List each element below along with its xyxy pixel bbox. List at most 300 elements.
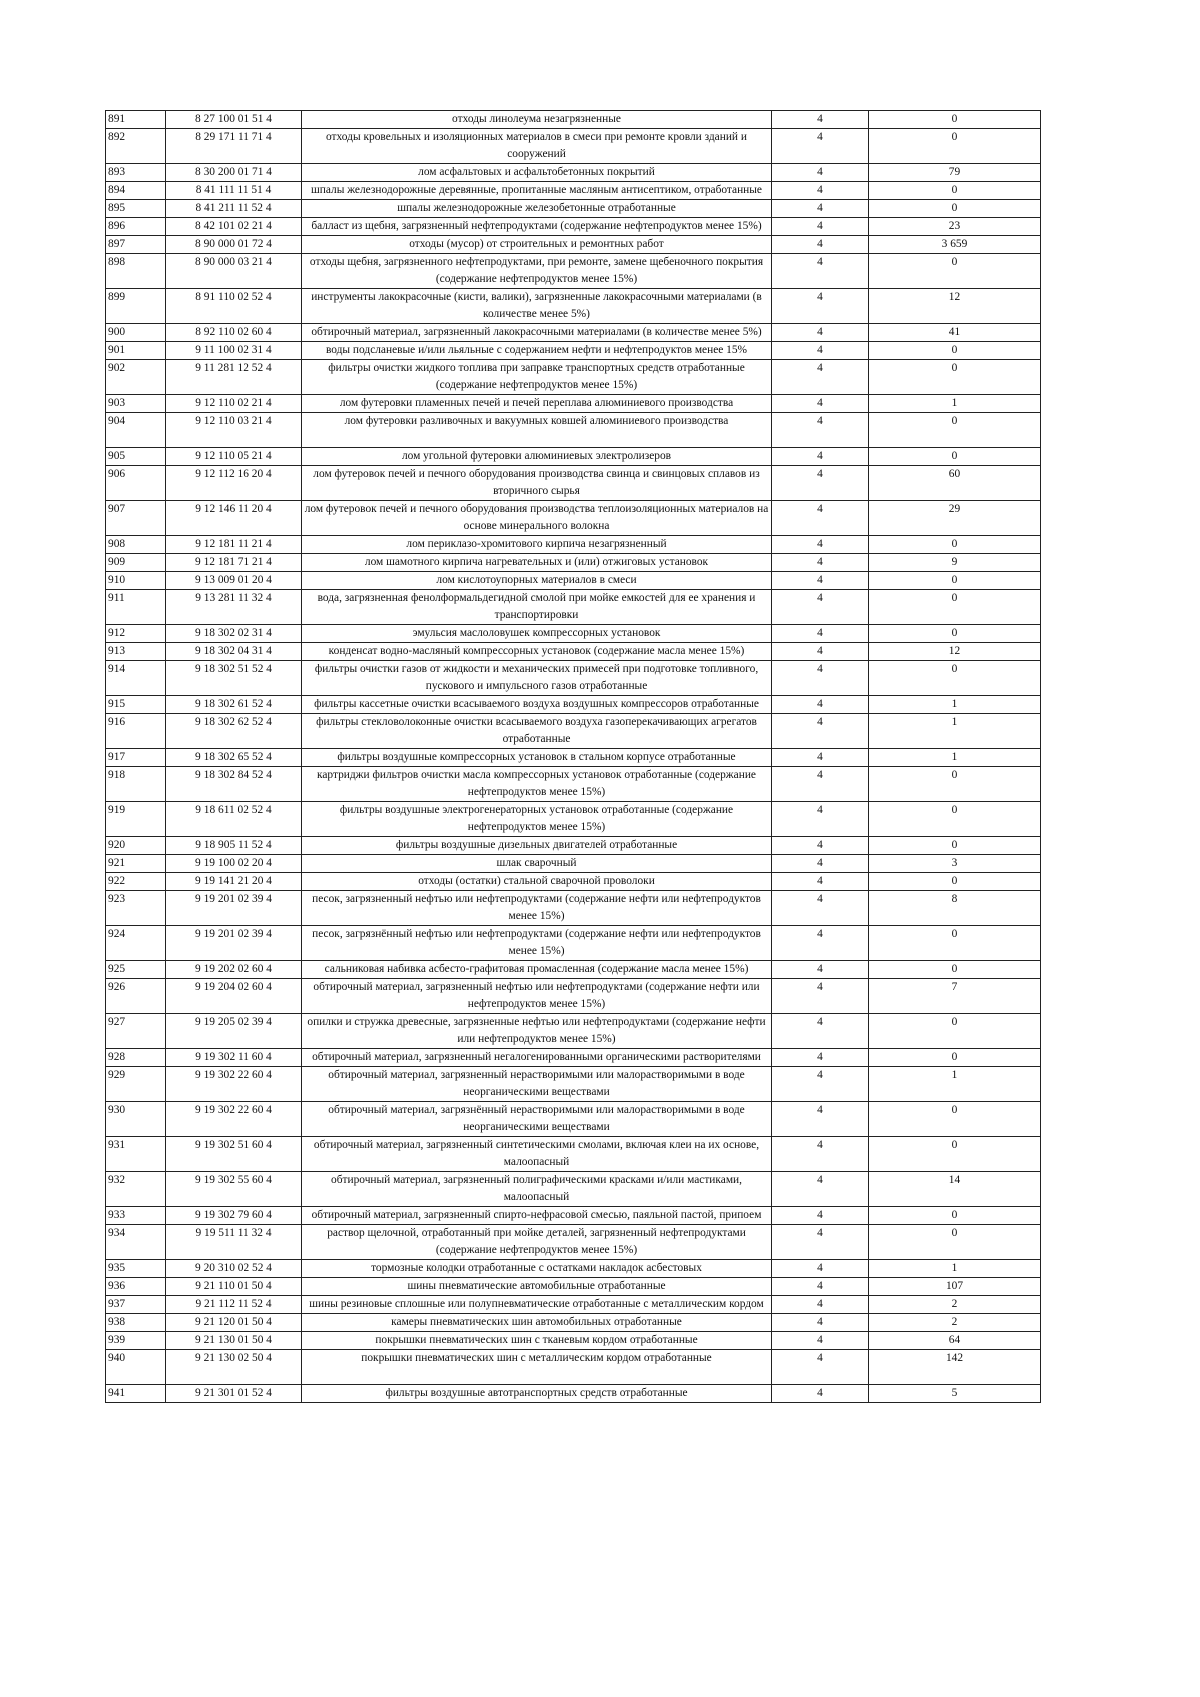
fkko-code-cell: 9 18 302 04 31 4 [166,643,302,661]
fkko-code-cell: 9 18 302 65 52 4 [166,749,302,767]
fkko-code-cell: 9 19 100 02 20 4 [166,855,302,873]
row-number-cell: 908 [106,536,166,554]
row-number-cell: 916 [106,714,166,749]
quantity-cell: 8 [869,891,1041,926]
table-row [106,1137,1041,1172]
row-number-cell: 891 [106,111,166,129]
hazard-class-cell: 4 [772,625,869,643]
fkko-code-cell: 9 21 130 01 50 4 [166,1332,302,1350]
hazard-class-cell: 4 [772,1350,869,1385]
row-number-cell: 930 [106,1102,166,1137]
table-row [106,413,1041,448]
waste-name-cell: обтирочный материал, загрязненный синтетическими смолами, включая клеи на их основе, малоопасный [302,1137,772,1172]
row-number-cell: 922 [106,873,166,891]
quantity-cell: 0 [869,413,1041,448]
quantity-cell: 12 [869,643,1041,661]
fkko-code-cell: 9 21 112 11 52 4 [166,1296,302,1314]
waste-name-cell: лом периклазо-хромитового кирпича незагрязненный [302,536,772,554]
table-row [106,749,1041,767]
table-row [106,891,1041,926]
hazard-class-cell: 4 [772,360,869,395]
row-number-cell: 905 [106,448,166,466]
waste-name-cell: фильтры стекловолоконные очистки всасываемого воздуха газоперекачивающих агрегатов отработанные [302,714,772,749]
hazard-class-cell: 4 [772,554,869,572]
row-number-cell: 902 [106,360,166,395]
quantity-cell: 0 [869,111,1041,129]
waste-name-cell: фильтры воздушные автотранспортных средств отработанные [302,1385,772,1403]
waste-name-cell: сальниковая набивка асбесто-графитовая промасленная (содержание масла менее 15%) [302,961,772,979]
quantity-cell: 0 [869,661,1041,696]
fkko-code-cell: 9 19 202 02 60 4 [166,961,302,979]
waste-name-cell: фильтры воздушные компрессорных установок в стальном корпусе отработанные [302,749,772,767]
quantity-cell: 1 [869,1260,1041,1278]
quantity-cell: 23 [869,218,1041,236]
fkko-code-cell: 8 92 110 02 60 4 [166,324,302,342]
table-row [106,714,1041,749]
row-number-cell: 904 [106,413,166,448]
hazard-class-cell: 4 [772,714,869,749]
quantity-cell: 0 [869,1225,1041,1260]
fkko-code-cell: 8 30 200 01 71 4 [166,164,302,182]
row-number-cell: 935 [106,1260,166,1278]
quantity-cell: 0 [869,1102,1041,1137]
row-number-cell: 931 [106,1137,166,1172]
row-number-cell: 920 [106,837,166,855]
row-number-cell: 892 [106,129,166,164]
waste-name-cell: обтирочный материал, загрязненный нефтью или нефтепродуктами (содержание нефти или нефтепродуктов менее 15%) [302,979,772,1014]
waste-name-cell: лом угольной футеровки алюминиевых электролизеров [302,448,772,466]
waste-name-cell: лом асфальтовых и асфальтобетонных покрытий [302,164,772,182]
hazard-class-cell: 4 [772,324,869,342]
quantity-cell: 1 [869,714,1041,749]
table-row [106,254,1041,289]
quantity-cell: 0 [869,590,1041,625]
waste-name-cell: покрышки пневматических шин с металлическим кордом отработанные [302,1350,772,1385]
waste-name-cell: лом футеровок печей и печного оборудования производства теплоизоляционных материалов на основе минерального волокна [302,501,772,536]
table-row [106,536,1041,554]
waste-name-cell: покрышки пневматических шин с тканевым кордом отработанные [302,1332,772,1350]
hazard-class-cell: 4 [772,395,869,413]
waste-name-cell: воды подсланевые и/или льяльные с содержанием нефти и нефтепродуктов менее 15% [302,342,772,360]
row-number-cell: 923 [106,891,166,926]
quantity-cell: 14 [869,1172,1041,1207]
quantity-cell: 0 [869,802,1041,837]
row-number-cell: 903 [106,395,166,413]
waste-name-cell: шины пневматические автомобильные отработанные [302,1278,772,1296]
hazard-class-cell: 4 [772,802,869,837]
row-number-cell: 910 [106,572,166,590]
fkko-code-cell: 9 19 302 51 60 4 [166,1137,302,1172]
waste-name-cell: лом шамотного кирпича нагревательных и (или) отжиговых установок [302,554,772,572]
hazard-class-cell: 4 [772,661,869,696]
hazard-class-cell: 4 [772,111,869,129]
hazard-class-cell: 4 [772,590,869,625]
table-row [106,696,1041,714]
hazard-class-cell: 4 [772,926,869,961]
hazard-class-cell: 4 [772,1049,869,1067]
hazard-class-cell: 4 [772,1137,869,1172]
fkko-code-cell: 9 21 130 02 50 4 [166,1350,302,1385]
waste-name-cell: лом футеровок печей и печного оборудования производства свинца и свинцовых сплавов из вторичного сырья [302,466,772,501]
waste-name-cell: фильтры очистки газов от жидкости и механических примесей при подготовке топливного, пускового и импульсного газов отработанные [302,661,772,696]
fkko-code-cell: 9 19 201 02 39 4 [166,926,302,961]
quantity-cell: 1 [869,1067,1041,1102]
hazard-class-cell: 4 [772,200,869,218]
waste-name-cell: инструменты лакокрасочные (кисти, валики), загрязненные лакокрасочными материалами (в количестве менее 5%) [302,289,772,324]
row-number-cell: 912 [106,625,166,643]
table-row [106,1207,1041,1225]
quantity-cell: 64 [869,1332,1041,1350]
hazard-class-cell: 4 [772,413,869,448]
quantity-cell: 0 [869,536,1041,554]
table-row [106,111,1041,129]
fkko-code-cell: 8 27 100 01 51 4 [166,111,302,129]
fkko-code-cell: 9 18 302 84 52 4 [166,767,302,802]
hazard-class-cell: 4 [772,289,869,324]
fkko-code-cell: 9 20 310 02 52 4 [166,1260,302,1278]
quantity-cell: 0 [869,625,1041,643]
quantity-cell: 29 [869,501,1041,536]
waste-name-cell: вода, загрязненная фенолформальдегидной смолой при мойке емкостей для ее хранения и транспортировки [302,590,772,625]
fkko-code-cell: 9 19 205 02 39 4 [166,1014,302,1049]
quantity-cell: 2 [869,1314,1041,1332]
fkko-code-cell: 9 18 302 51 52 4 [166,661,302,696]
fkko-code-cell: 8 90 000 01 72 4 [166,236,302,254]
row-number-cell: 901 [106,342,166,360]
waste-name-cell: обтирочный материал, загрязнённый нерастворимыми или малорастворимыми в воде неорганическими веществами [302,1102,772,1137]
table-row [106,466,1041,501]
fkko-code-cell: 9 12 181 11 21 4 [166,536,302,554]
fkko-code-cell: 8 91 110 02 52 4 [166,289,302,324]
waste-table [105,110,1041,1403]
fkko-code-cell: 9 12 146 11 20 4 [166,501,302,536]
fkko-code-cell: 8 41 111 11 51 4 [166,182,302,200]
row-number-cell: 896 [106,218,166,236]
table-row [106,1332,1041,1350]
row-number-cell: 898 [106,254,166,289]
waste-name-cell: отходы (остатки) стальной сварочной проволоки [302,873,772,891]
table-row [106,164,1041,182]
fkko-code-cell: 9 13 281 11 32 4 [166,590,302,625]
row-number-cell: 909 [106,554,166,572]
waste-name-cell: лом футеровки разливочных и вакуумных ковшей алюминиевого производства [302,413,772,448]
table-row [106,1102,1041,1137]
row-number-cell: 894 [106,182,166,200]
hazard-class-cell: 4 [772,1067,869,1102]
fkko-code-cell: 9 19 302 55 60 4 [166,1172,302,1207]
quantity-cell: 0 [869,448,1041,466]
waste-name-cell: раствор щелочной, отработанный при мойке деталей, загрязненный нефтепродуктами (содержание нефтепродуктов менее 15%) [302,1225,772,1260]
fkko-code-cell: 9 12 110 05 21 4 [166,448,302,466]
quantity-cell: 0 [869,182,1041,200]
waste-name-cell: конденсат водно-масляный компрессорных установок (содержание масла менее 15%) [302,643,772,661]
waste-name-cell: балласт из щебня, загрязненный нефтепродуктами (содержание нефтепродуктов менее 15%) [302,218,772,236]
waste-name-cell: лом футеровки пламенных печей и печей переплава алюминиевого производства [302,395,772,413]
table-row [106,590,1041,625]
row-number-cell: 926 [106,979,166,1014]
table-row [106,129,1041,164]
fkko-code-cell: 9 19 511 11 32 4 [166,1225,302,1260]
fkko-code-cell: 9 21 120 01 50 4 [166,1314,302,1332]
fkko-code-cell: 9 12 110 03 21 4 [166,413,302,448]
fkko-code-cell: 9 19 302 11 60 4 [166,1049,302,1067]
fkko-code-cell: 9 19 302 22 60 4 [166,1102,302,1137]
table-row [106,342,1041,360]
fkko-code-cell: 9 18 611 02 52 4 [166,802,302,837]
table-row [106,501,1041,536]
quantity-cell: 0 [869,873,1041,891]
table-row [106,289,1041,324]
table-row [106,1350,1041,1385]
quantity-cell: 2 [869,1296,1041,1314]
table-row [106,1296,1041,1314]
row-number-cell: 941 [106,1385,166,1403]
table-row [106,979,1041,1014]
hazard-class-cell: 4 [772,236,869,254]
row-number-cell: 938 [106,1314,166,1332]
fkko-code-cell: 9 18 905 11 52 4 [166,837,302,855]
waste-name-cell: фильтры кассетные очистки всасываемого воздуха воздушных компрессоров отработанные [302,696,772,714]
table-row [106,360,1041,395]
hazard-class-cell: 4 [772,1102,869,1137]
table-row [106,1225,1041,1260]
fkko-code-cell: 9 12 110 02 21 4 [166,395,302,413]
hazard-class-cell: 4 [772,466,869,501]
table-row [106,855,1041,873]
quantity-cell: 5 [869,1385,1041,1403]
quantity-cell: 0 [869,1049,1041,1067]
hazard-class-cell: 4 [772,218,869,236]
row-number-cell: 924 [106,926,166,961]
fkko-code-cell: 8 42 101 02 21 4 [166,218,302,236]
waste-name-cell: фильтры очистки жидкого топлива при заправке транспортных средств отработанные (содержание нефтепродуктов менее 15%) [302,360,772,395]
table-row [106,1049,1041,1067]
quantity-cell: 0 [869,129,1041,164]
row-number-cell: 933 [106,1207,166,1225]
fkko-code-cell: 9 21 110 01 50 4 [166,1278,302,1296]
table-row [106,395,1041,413]
waste-name-cell: камеры пневматических шин автомобильных отработанные [302,1314,772,1332]
waste-name-cell: эмульсия маслоловушек компрессорных установок [302,625,772,643]
table-row [106,1385,1041,1403]
quantity-cell: 0 [869,837,1041,855]
hazard-class-cell: 4 [772,536,869,554]
hazard-class-cell: 4 [772,164,869,182]
quantity-cell: 3 659 [869,236,1041,254]
quantity-cell: 142 [869,1350,1041,1385]
fkko-code-cell: 9 19 302 79 60 4 [166,1207,302,1225]
table-row [106,643,1041,661]
quantity-cell: 7 [869,979,1041,1014]
waste-name-cell: отходы (мусор) от строительных и ремонтных работ [302,236,772,254]
row-number-cell: 897 [106,236,166,254]
fkko-code-cell: 9 12 112 16 20 4 [166,466,302,501]
hazard-class-cell: 4 [772,448,869,466]
row-number-cell: 932 [106,1172,166,1207]
waste-table-body [106,111,1041,1403]
hazard-class-cell: 4 [772,1278,869,1296]
hazard-class-cell: 4 [772,855,869,873]
table-row [106,572,1041,590]
fkko-code-cell: 9 19 302 22 60 4 [166,1067,302,1102]
table-row [106,873,1041,891]
quantity-cell: 0 [869,200,1041,218]
hazard-class-cell: 4 [772,1260,869,1278]
table-row [106,1172,1041,1207]
waste-name-cell: обтирочный материал, загрязненный полиграфическими красками и/или мастиками, малоопасный [302,1172,772,1207]
table-row [106,554,1041,572]
fkko-code-cell: 9 12 181 71 21 4 [166,554,302,572]
waste-name-cell: шпалы железнодорожные железобетонные отработанные [302,200,772,218]
table-row [106,661,1041,696]
table-row [106,961,1041,979]
quantity-cell: 1 [869,749,1041,767]
quantity-cell: 9 [869,554,1041,572]
waste-name-cell: песок, загрязненный нефтью или нефтепродуктами (содержание нефти или нефтепродуктов менее 15%) [302,891,772,926]
row-number-cell: 940 [106,1350,166,1385]
waste-name-cell: лом кислотоупорных материалов в смеси [302,572,772,590]
quantity-cell: 0 [869,572,1041,590]
table-row [106,625,1041,643]
quantity-cell: 0 [869,1207,1041,1225]
row-number-cell: 934 [106,1225,166,1260]
quantity-cell: 0 [869,360,1041,395]
hazard-class-cell: 4 [772,891,869,926]
quantity-cell: 0 [869,767,1041,802]
table-row [106,802,1041,837]
row-number-cell: 918 [106,767,166,802]
row-number-cell: 927 [106,1014,166,1049]
row-number-cell: 911 [106,590,166,625]
quantity-cell: 1 [869,395,1041,413]
row-number-cell: 936 [106,1278,166,1296]
fkko-code-cell: 8 29 171 11 71 4 [166,129,302,164]
quantity-cell: 0 [869,1137,1041,1172]
row-number-cell: 937 [106,1296,166,1314]
waste-name-cell: отходы линолеума незагрязненные [302,111,772,129]
fkko-code-cell: 9 21 301 01 52 4 [166,1385,302,1403]
quantity-cell: 0 [869,1014,1041,1049]
quantity-cell: 12 [869,289,1041,324]
waste-name-cell: тормозные колодки отработанные с остатками накладок асбестовых [302,1260,772,1278]
fkko-code-cell: 9 11 100 02 31 4 [166,342,302,360]
fkko-code-cell: 8 41 211 11 52 4 [166,200,302,218]
row-number-cell: 928 [106,1049,166,1067]
row-number-cell: 907 [106,501,166,536]
table-row [106,926,1041,961]
fkko-code-cell: 9 18 302 02 31 4 [166,625,302,643]
row-number-cell: 899 [106,289,166,324]
hazard-class-cell: 4 [772,254,869,289]
hazard-class-cell: 4 [772,767,869,802]
row-number-cell: 900 [106,324,166,342]
hazard-class-cell: 4 [772,1332,869,1350]
quantity-cell: 107 [869,1278,1041,1296]
hazard-class-cell: 4 [772,873,869,891]
hazard-class-cell: 4 [772,342,869,360]
waste-name-cell: обтирочный материал, загрязненный нерастворимыми или малорастворимыми в воде неорганическими веществами [302,1067,772,1102]
fkko-code-cell: 9 19 201 02 39 4 [166,891,302,926]
waste-name-cell: отходы кровельных и изоляционных материалов в смеси при ремонте кровли зданий и сооружений [302,129,772,164]
fkko-code-cell: 9 11 281 12 52 4 [166,360,302,395]
table-row [106,1260,1041,1278]
table-row [106,1014,1041,1049]
table-row [106,1067,1041,1102]
waste-name-cell: обтирочный материал, загрязненный негалогенированными органическими растворителями [302,1049,772,1067]
waste-name-cell: опилки и стружка древесные, загрязненные нефтью или нефтепродуктами (содержание нефти или нефтепродуктов менее 15%) [302,1014,772,1049]
hazard-class-cell: 4 [772,1172,869,1207]
table-row [106,218,1041,236]
hazard-class-cell: 4 [772,1014,869,1049]
hazard-class-cell: 4 [772,501,869,536]
hazard-class-cell: 4 [772,979,869,1014]
quantity-cell: 1 [869,696,1041,714]
hazard-class-cell: 4 [772,129,869,164]
quantity-cell: 79 [869,164,1041,182]
table-row [106,236,1041,254]
fkko-code-cell: 9 19 204 02 60 4 [166,979,302,1014]
quantity-cell: 0 [869,254,1041,289]
row-number-cell: 895 [106,200,166,218]
fkko-code-cell: 9 18 302 61 52 4 [166,696,302,714]
fkko-code-cell: 9 18 302 62 52 4 [166,714,302,749]
fkko-code-cell: 9 19 141 21 20 4 [166,873,302,891]
waste-name-cell: фильтры воздушные электрогенераторных установок отработанные (содержание нефтепродуктов менее 15%) [302,802,772,837]
quantity-cell: 41 [869,324,1041,342]
quantity-cell: 3 [869,855,1041,873]
table-row [106,324,1041,342]
hazard-class-cell: 4 [772,1296,869,1314]
quantity-cell: 60 [869,466,1041,501]
row-number-cell: 915 [106,696,166,714]
fkko-code-cell: 9 13 009 01 20 4 [166,572,302,590]
hazard-class-cell: 4 [772,837,869,855]
hazard-class-cell: 4 [772,1225,869,1260]
waste-name-cell: фильтры воздушные дизельных двигателей отработанные [302,837,772,855]
row-number-cell: 893 [106,164,166,182]
table-row [106,182,1041,200]
row-number-cell: 917 [106,749,166,767]
waste-name-cell: обтирочный материал, загрязненный спирто-нефрасовой смесью, паяльной пастой, припоем [302,1207,772,1225]
waste-name-cell: шины резиновые сплошные или полупневматические отработанные с металлическим кордом [302,1296,772,1314]
hazard-class-cell: 4 [772,643,869,661]
waste-name-cell: отходы щебня, загрязненного нефтепродуктами, при ремонте, замене щебеночного покрытия (содержание нефтепродуктов менее 15%) [302,254,772,289]
hazard-class-cell: 4 [772,182,869,200]
row-number-cell: 919 [106,802,166,837]
hazard-class-cell: 4 [772,696,869,714]
table-row [106,767,1041,802]
fkko-code-cell: 8 90 000 03 21 4 [166,254,302,289]
table-row [106,1278,1041,1296]
waste-name-cell: шлак сварочный [302,855,772,873]
quantity-cell: 0 [869,342,1041,360]
waste-name-cell: картриджи фильтров очистки масла компрессорных установок отработанные (содержание нефтепродуктов менее 15%) [302,767,772,802]
table-row [106,837,1041,855]
waste-name-cell: обтирочный материал, загрязненный лакокрасочными материалами (в количестве менее 5%) [302,324,772,342]
row-number-cell: 929 [106,1067,166,1102]
hazard-class-cell: 4 [772,1385,869,1403]
row-number-cell: 921 [106,855,166,873]
row-number-cell: 913 [106,643,166,661]
quantity-cell: 0 [869,926,1041,961]
row-number-cell: 906 [106,466,166,501]
hazard-class-cell: 4 [772,1207,869,1225]
row-number-cell: 925 [106,961,166,979]
waste-name-cell: песок, загрязнённый нефтью или нефтепродуктами (содержание нефти или нефтепродуктов менее 15%) [302,926,772,961]
quantity-cell: 0 [869,961,1041,979]
table-row [106,1314,1041,1332]
table-row [106,200,1041,218]
